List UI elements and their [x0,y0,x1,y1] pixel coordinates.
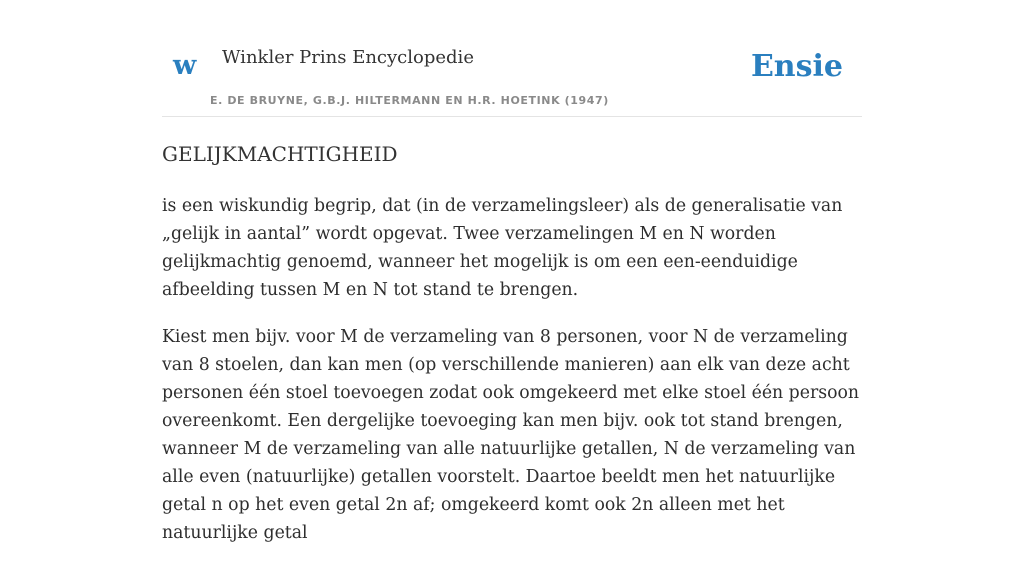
source-title[interactable]: Winkler Prins Encyclopedie [222,47,474,68]
winkler-prins-logo[interactable]: w [173,50,197,81]
site-header [162,30,862,117]
article-body [162,192,862,566]
article-headword: GELIJKMACHTIGHEID [162,142,398,166]
article-paragraph: is een wiskundig begrip, dat (in de verzamelingsleer) als de generalisatie van „gelijk in aantal” wordt opgevat. Twee verzamelingen M en N worden gelijkmachtig genoemd, wanneer het mogelijk is om een een-eenduidige afbeelding tussen M en N tot stand te brengen. [162,196,843,300]
article-paragraph: Kiest men bijv. voor M de verzameling van 8 personen, voor N de verzameling van 8 stoelen, dan kan men (op verschillende manieren) aan elk van deze acht personen één stoel toevoegen zodat ook omgekeerd met elke stoel één persoon overeenkomt. Een dergelijke toevoeging kan men bijv. ook tot stand brengen, wanneer M de verzameling van alle natuurlijke getallen, N de verzameling van alle even (natuurlijke) getallen voorstelt. Daartoe beeldt men het natuurlijke getal n op het even getal 2n af; omgekeerd komt ook 2n alleen met het natuurlijke getal [162,327,860,543]
ensie-logo[interactable]: Ensie [750,49,843,84]
source-authors: E. DE BRUYNE, G.B.J. HILTERMANN EN H.R. HOETINK (1947) [210,94,609,107]
